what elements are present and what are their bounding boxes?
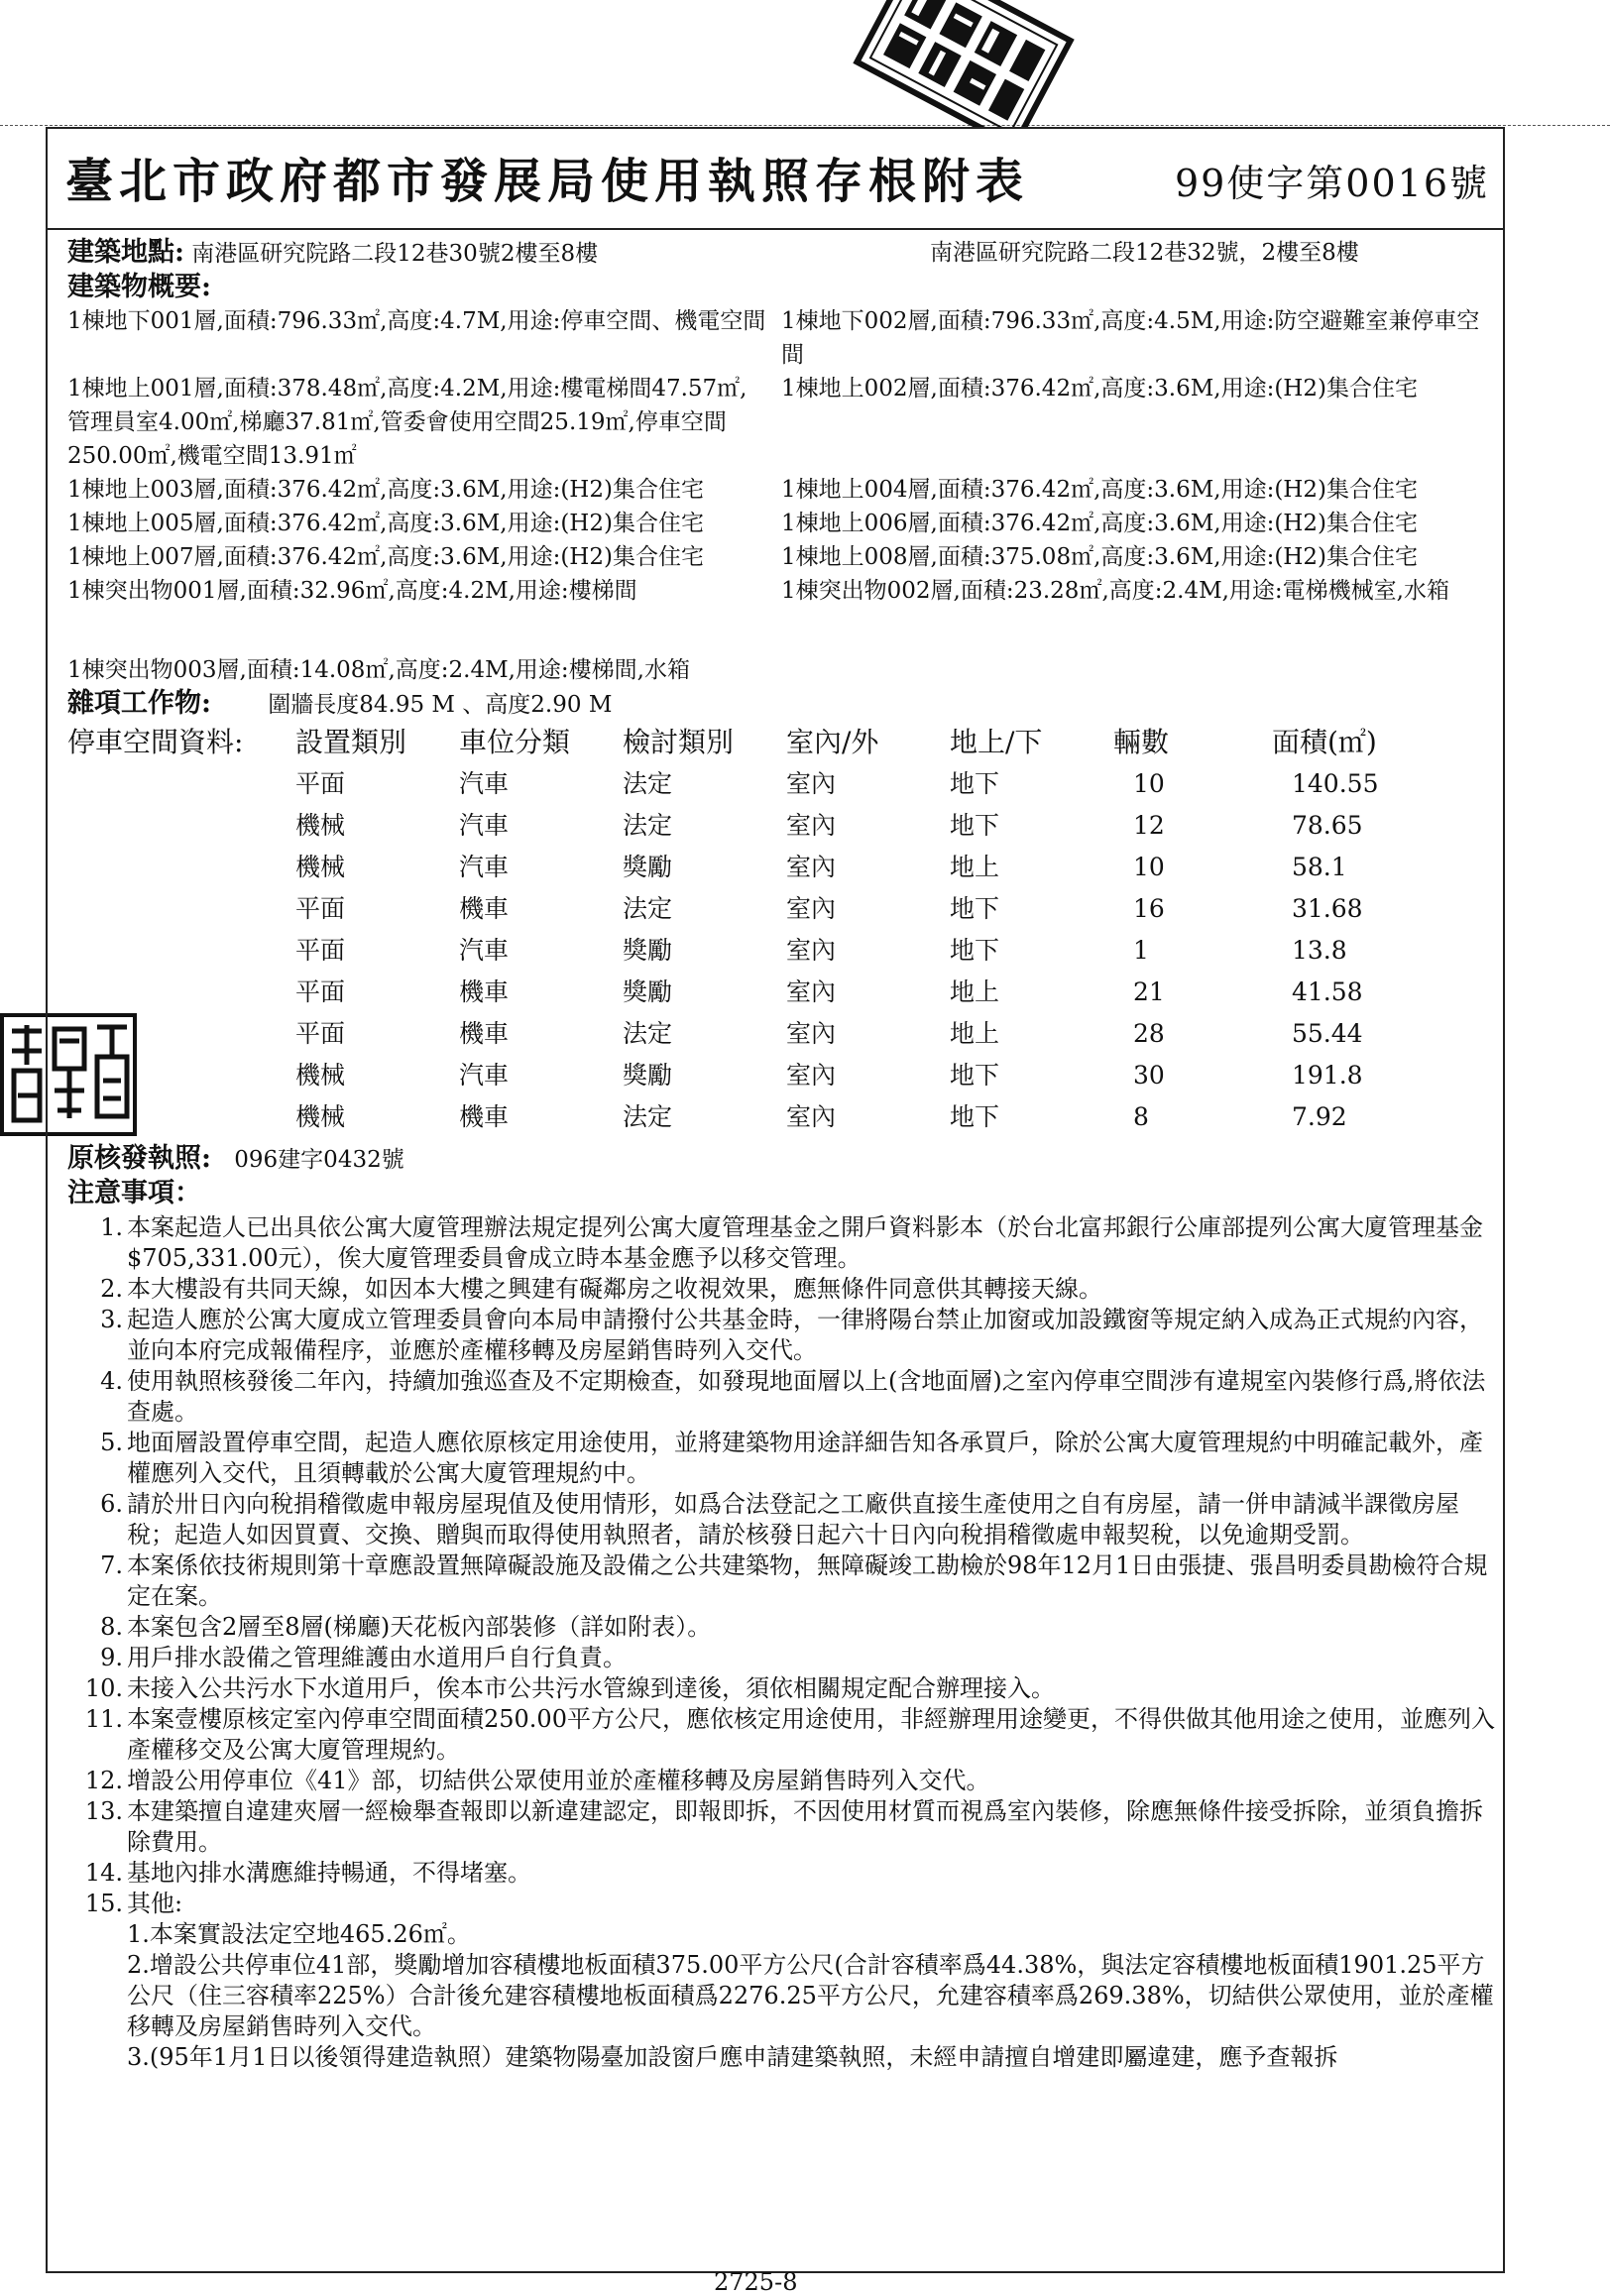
parking-cell: 機車 — [459, 1102, 510, 1131]
parking-cell: 機車 — [459, 977, 510, 1006]
overview-left: 1棟地下001層,面積:796.33㎡,高度:4.7M,用途:停車空間、機電空間 — [67, 308, 766, 334]
parking-cell: 地上 — [950, 977, 1000, 1006]
parking-cell: 平面 — [295, 894, 346, 923]
overview-left: 1棟地上001層,面積:378.48㎡,高度:4.2M,用途:樓電梯間47.57㎡,管理員室4.00㎡,梯廳37.81㎡,管委會使用空間25.19㎡,停車空間250.00㎡,機電空間13.91㎡ — [67, 376, 748, 469]
parking-cell: 地下 — [950, 769, 1000, 798]
site-address-1: 南港區研究院路二段12巷30號2樓至8樓 — [191, 241, 599, 267]
note-item — [67, 1643, 1495, 1673]
note-item — [67, 1796, 1495, 1858]
parking-cell: 16 — [1133, 894, 1165, 923]
parking-cell: 室內 — [786, 853, 837, 881]
parking-cell: 地下 — [950, 1061, 1000, 1090]
parking-label: 停車空間資料: — [67, 726, 244, 758]
note-text: 本大樓設有共同天線，如因本大樓之興建有礙鄰房之收視效果，應無條件同意供其轉接天線。 — [127, 1275, 1102, 1303]
overview-right: 1棟地上002層,面積:376.42㎡,高度:3.6M,用途:(H2)集合住宅 — [781, 376, 1418, 402]
note-number: 13. — [84, 1797, 123, 1825]
note-item — [67, 1212, 1495, 1274]
overview-label: 建築物概要: — [67, 272, 211, 302]
parking-cell: 機械 — [295, 853, 346, 881]
parking-row — [67, 1055, 1495, 1096]
parking-row — [67, 805, 1495, 847]
note-subitem: 2.增設公共停車位41部，獎勵增加容積樓地板面積375.00平方公尺(合計容積率爲44.38%，與法定容積樓地板面積1901.25平方公尺（住三容積率225%）合計後允建容積樓地板面積爲2276.25平方公尺，允建容積率爲269.38%，切結供公眾使用，並於產權移轉及房屋銷售時列入交代。 — [127, 1951, 1494, 2040]
overview-right: 1棟地下002層,面積:796.33㎡,高度:4.5M,用途:防空避難室兼停車空間 — [781, 308, 1480, 368]
overview-right: 1棟地上004層,面積:376.42㎡,高度:3.6M,用途:(H2)集合住宅 — [781, 477, 1418, 503]
note-number: 12. — [84, 1767, 123, 1794]
parking-cell: 地上 — [950, 853, 1000, 881]
parking-cell: 法定 — [623, 1102, 673, 1131]
note-text: 本案壹樓原核定室內停車空間面積250.00平方公尺，應依核定用途使用，非經辦理用途變更，不得供做其他用途之使用，並應列入產權移交及公寓大廈管理規約。 — [127, 1705, 1495, 1764]
notes-label: 注意事項： — [67, 1178, 201, 1208]
parking-cell: 汽車 — [459, 853, 510, 881]
parking-cell: 汽車 — [459, 811, 510, 840]
parking-cell: 獎勵 — [623, 1061, 673, 1090]
overview-row — [67, 507, 1495, 540]
overview-row — [67, 304, 1495, 372]
note-text: 地面層設置停車空間，起造人應依原核定用途使用，並將建築物用途詳細告知各承買戶，除於公寓大廈管理規約中明確記載外，產權應列入交代，且須轉載於公寓大廈管理規約中。 — [127, 1429, 1483, 1487]
document-frame — [46, 127, 1505, 2273]
parking-col-header: 面積(㎡) — [1272, 726, 1377, 758]
note-number: 11. — [84, 1705, 123, 1733]
note-item — [67, 1550, 1495, 1612]
overview-left: 1棟突出物001層,面積:32.96㎡,高度:4.2M,用途:樓梯間 — [67, 578, 637, 604]
parking-cell: 汽車 — [459, 936, 510, 965]
note-item — [67, 1673, 1495, 1704]
parking-table — [67, 724, 1495, 1138]
parking-col-header: 輛數 — [1113, 726, 1170, 758]
note-text: 基地內排水溝應維持暢通，不得堵塞。 — [127, 1859, 531, 1887]
parking-cell: 31.68 — [1292, 894, 1363, 923]
footer-page-mark: 2725-8 — [714, 2268, 798, 2296]
overview-right: 1棟地上006層,面積:376.42㎡,高度:3.6M,用途:(H2)集合住宅 — [781, 511, 1418, 536]
original-permit-value: 096建字0432號 — [234, 1147, 404, 1173]
parking-cell: 10 — [1133, 853, 1165, 881]
overview-row — [67, 574, 1495, 653]
parking-cell: 1 — [1133, 936, 1149, 965]
note-text: 用戶排水設備之管理維護由水道用戶自行負責。 — [127, 1644, 627, 1671]
note-item — [67, 1489, 1495, 1550]
parking-spacer — [67, 805, 295, 847]
note-item — [67, 1889, 1495, 1919]
note-text: 本案係依技術規則第十章應設置無障礙設施及設備之公共建築物，無障礙竣工勘檢於98年12月1日由張捷、張昌明委員勘檢符合規定在案。 — [127, 1551, 1488, 1610]
parking-cell: 機械 — [295, 1061, 346, 1090]
parking-cell: 法定 — [623, 769, 673, 798]
parking-cell: 191.8 — [1292, 1061, 1363, 1090]
parking-cell: 10 — [1133, 769, 1165, 798]
parking-cell: 30 — [1133, 1061, 1165, 1090]
parking-cell: 140.55 — [1292, 769, 1379, 798]
parking-row — [67, 972, 1495, 1013]
overview-left: 1棟地上007層,面積:376.42㎡,高度:3.6M,用途:(H2)集合住宅 — [67, 544, 704, 570]
site-label: 建築地點: — [67, 237, 184, 268]
parking-cell: 法定 — [623, 894, 673, 923]
parking-cell: 地下 — [950, 1102, 1000, 1131]
parking-rows — [67, 763, 1495, 1138]
parking-cell: 平面 — [295, 977, 346, 1006]
overview-row — [67, 473, 1495, 507]
note-number: 5. — [100, 1429, 123, 1456]
note-text: 增設公用停車位《41》部，切結供公眾使用並於產權移轉及房屋銷售時列入交代。 — [127, 1767, 990, 1794]
original-permit-row — [67, 1142, 1495, 1177]
note-item — [67, 1428, 1495, 1489]
parking-cell: 21 — [1133, 977, 1165, 1006]
overview-left: 1棟地上005層,面積:376.42㎡,高度:3.6M,用途:(H2)集合住宅 — [67, 511, 704, 536]
parking-spacer — [67, 930, 295, 972]
note-text: 起造人應於公寓大廈成立管理委員會向本局申請撥付公共基金時，一律將陽台禁止加窗或加設鐵窗等規定納入成為正式規約內容，並向本府完成報備程序，並應於產權移轉及房屋銷售時列入交代。 — [127, 1306, 1483, 1364]
note-number: 3. — [100, 1306, 123, 1333]
parking-cell: 室內 — [786, 1061, 837, 1090]
parking-cell: 室內 — [786, 894, 837, 923]
parking-cell: 機車 — [459, 894, 510, 923]
note-number: 7. — [100, 1551, 123, 1579]
parking-cell: 獎勵 — [623, 977, 673, 1006]
parking-cell: 28 — [1133, 1019, 1165, 1048]
parking-header-row — [67, 724, 1495, 763]
note-item — [67, 1704, 1495, 1766]
note-item — [67, 1366, 1495, 1428]
parking-cell: 機車 — [459, 1019, 510, 1048]
parking-row — [67, 1013, 1495, 1055]
parking-col-header: 車位分類 — [459, 726, 571, 758]
misc-label: 雜項工作物: — [67, 688, 211, 719]
note-number: 6. — [100, 1490, 123, 1518]
parking-cell: 55.44 — [1292, 1019, 1363, 1048]
parking-cell: 室內 — [786, 1102, 837, 1131]
official-seal-stamp — [833, 0, 1081, 129]
overview-right: 1棟突出物002層,面積:23.28㎡,高度:2.4M,用途:電梯機械室,水箱 — [781, 578, 1449, 604]
parking-row — [67, 888, 1495, 930]
parking-spacer — [67, 1013, 295, 1055]
note-text: 本案起造人已出具依公寓大廈管理辦法規定提列公寓大廈管理基金之開戶資料影本（於台北富邦銀行公庫部提列公寓大廈管理基金$705,331.00元），俟大廈管理委員會成立時本基金應予以移交管理。 — [127, 1213, 1483, 1272]
parking-cell: 12 — [1133, 811, 1165, 840]
note-text: 其他: — [127, 1890, 183, 1917]
parking-cell: 13.8 — [1292, 936, 1347, 965]
title-bar — [48, 129, 1503, 230]
note-item — [67, 1305, 1495, 1366]
note-text: 使用執照核發後二年內，持續加強巡查及不定期檢查，如發現地面層以上(含地面層)之室內停車空間涉有違規室內裝修行爲,將依法查處。 — [127, 1367, 1486, 1426]
parking-cell: 法定 — [623, 811, 673, 840]
parking-cell: 室內 — [786, 977, 837, 1006]
note-number: 9. — [100, 1644, 123, 1671]
parking-cell: 汽車 — [459, 1061, 510, 1090]
note-text: 本建築擅自違建夾層一經檢舉查報即以新違建認定，即報即拆，不因使用材質而視爲室內裝修，除應無條件接受拆除，並須負擔拆除費用。 — [127, 1797, 1483, 1856]
overview-right: 1棟地上008層,面積:375.08㎡,高度:3.6M,用途:(H2)集合住宅 — [781, 544, 1418, 570]
note-text: 本案包含2層至8層(梯廳)天花板內部裝修（詳如附表）。 — [127, 1613, 712, 1641]
note-number: 4. — [100, 1367, 123, 1395]
overview-right — [781, 653, 1495, 687]
note-subitem: 3.(95年1月1日以後領得建造執照）建築物陽臺加設窗戶應申請建築執照，未經申請擅自增建即屬違建，應予查報拆 — [127, 2043, 1338, 2071]
parking-cell: 平面 — [295, 936, 346, 965]
parking-cell: 機械 — [295, 811, 346, 840]
parking-row — [67, 930, 1495, 972]
site-address-2: 南港區研究院路二段12巷32號，2樓至8樓 — [930, 240, 1359, 266]
overview-list — [67, 304, 1495, 687]
note-item — [67, 1766, 1495, 1796]
parking-cell: 室內 — [786, 811, 837, 840]
parking-spacer — [67, 1055, 295, 1096]
parking-cell: 室內 — [786, 936, 837, 965]
notes-list — [67, 1212, 1495, 2073]
parking-cell: 78.65 — [1292, 811, 1363, 840]
parking-cell: 平面 — [295, 769, 346, 798]
note-number: 2. — [100, 1275, 123, 1303]
note-number: 1. — [100, 1213, 123, 1241]
parking-cell: 地下 — [950, 936, 1000, 965]
overview-row — [67, 653, 1495, 687]
parking-spacer — [67, 847, 295, 888]
parking-col-header: 檢討類別 — [623, 726, 735, 758]
note-item — [67, 1274, 1495, 1305]
overview-left: 1棟突出物003層,面積:14.08㎡,高度:2.4M,用途:樓梯間,水箱 — [67, 657, 690, 683]
parking-row — [67, 847, 1495, 888]
parking-cell: 地下 — [950, 894, 1000, 923]
parking-cell: 7.92 — [1292, 1102, 1347, 1131]
parking-cell: 獎勵 — [623, 936, 673, 965]
parking-cell: 58.1 — [1292, 853, 1347, 881]
parking-col-header: 地上/下 — [950, 726, 1043, 758]
parking-cell: 法定 — [623, 1019, 673, 1048]
note-item — [67, 1858, 1495, 1889]
parking-spacer — [67, 888, 295, 930]
parking-cell: 8 — [1133, 1102, 1149, 1131]
top-rule — [0, 125, 1610, 126]
original-permit-label: 原核發執照: — [67, 1143, 211, 1174]
parking-cell: 室內 — [786, 1019, 837, 1048]
note-subitem: 1.本案實設法定空地465.26㎡。 — [127, 1920, 471, 1948]
site-row — [67, 236, 1495, 271]
document-title: 臺北市政府都市發展局使用執照存根附表 — [65, 154, 1030, 209]
note-text: 請於卅日內向稅捐稽徵處申報房屋現值及使用情形，如爲合法登記之工廠供直接生產使用之自有房屋，請一併申請減半課徵房屋稅；起造人如因買賣、交換、贈與而取得使用執照者，請於核發日起六十日內向稅捐稽徵處申報契稅，以免逾期受罰。 — [127, 1490, 1459, 1549]
parking-cell: 地下 — [950, 811, 1000, 840]
overview-row — [67, 540, 1495, 574]
parking-row — [67, 763, 1495, 805]
overview-row — [67, 372, 1495, 473]
parking-cell: 獎勵 — [623, 853, 673, 881]
note-item — [67, 1612, 1495, 1643]
parking-cell: 地上 — [950, 1019, 1000, 1048]
misc-row — [67, 687, 1495, 722]
note-number: 15. — [84, 1890, 123, 1917]
parking-cell: 平面 — [295, 1019, 346, 1048]
parking-cell: 41.58 — [1292, 977, 1363, 1006]
note-number: 10. — [84, 1674, 123, 1702]
parking-col-header: 設置類別 — [295, 726, 407, 758]
parking-spacer — [67, 972, 295, 1013]
document-body — [67, 236, 1495, 2073]
note-number: 14. — [84, 1859, 123, 1887]
parking-spacer — [67, 1096, 295, 1138]
overview-left: 1棟地上003層,面積:376.42㎡,高度:3.6M,用途:(H2)集合住宅 — [67, 477, 704, 503]
parking-cell: 機械 — [295, 1102, 346, 1131]
parking-spacer — [67, 763, 295, 805]
parking-cell: 汽車 — [459, 769, 510, 798]
parking-cell: 室內 — [786, 769, 837, 798]
note-number: 8. — [100, 1613, 123, 1641]
permit-number: 99使字第0016號 — [1174, 162, 1489, 205]
note-text: 未接入公共污水下水道用戶，俟本市公共污水管線到達後，須依相關規定配合辦理接入。 — [127, 1674, 1055, 1702]
misc-value: 圍牆長度84.95 M 、高度2.90 M — [268, 692, 613, 718]
parking-col-header: 室內/外 — [786, 726, 879, 758]
parking-row — [67, 1096, 1495, 1138]
